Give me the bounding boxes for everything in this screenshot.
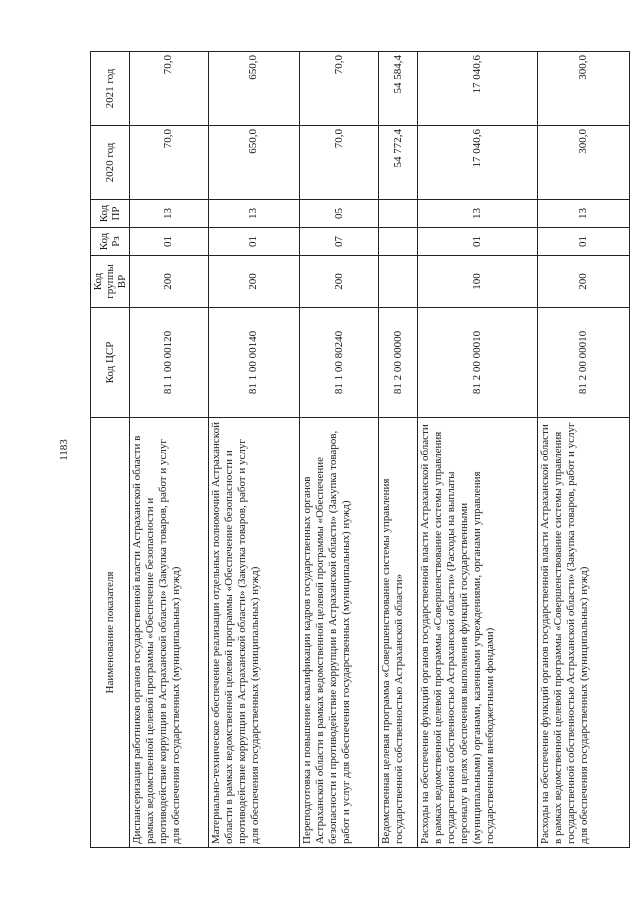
table-container <box>90 52 630 848</box>
row-2021: 70,0 <box>300 52 379 126</box>
row-rz <box>378 228 417 256</box>
row-pr: 05 <box>300 200 379 228</box>
header-name: Наименование показателя <box>91 418 130 848</box>
row-2020: 650,0 <box>208 126 300 200</box>
row-vr: 200 <box>300 256 379 308</box>
row-2021: 70,0 <box>130 52 209 126</box>
row-rz: 01 <box>208 228 300 256</box>
row-csr: 81 2 00 00010 <box>538 308 630 418</box>
row-2021: 650,0 <box>208 52 300 126</box>
page-number: 1183 <box>58 439 70 461</box>
row-pr: 13 <box>418 200 538 228</box>
row-csr: 81 1 00 00120 <box>130 308 209 418</box>
row-pr <box>378 200 417 228</box>
row-csr: 81 2 00 00000 <box>378 308 417 418</box>
header-pr: Код ПР <box>91 200 130 228</box>
row-csr: 81 2 00 00010 <box>418 308 538 418</box>
header-2021: 2021 год <box>91 52 130 126</box>
row-name: Расходы на обеспечение функций органов государственной власти Астраханской области в рамках ведомственной целевой программы «Совершенствование системы управления государственной собственностью Астраханской области» (Закупка товаров, работ и услуг для обеспечения государственных (муниципальных) нужд) <box>538 418 630 848</box>
table-row <box>300 52 379 848</box>
row-2021: 17 040,6 <box>418 52 538 126</box>
row-2020: 17 040,6 <box>418 126 538 200</box>
row-rz: 01 <box>538 228 630 256</box>
table-row <box>418 52 538 848</box>
header-rz: Код Рз <box>91 228 130 256</box>
row-2020: 70,0 <box>300 126 379 200</box>
row-2020: 70,0 <box>130 126 209 200</box>
table-row <box>538 52 630 848</box>
table-row <box>130 52 209 848</box>
row-pr: 13 <box>538 200 630 228</box>
row-vr: 200 <box>208 256 300 308</box>
row-2020: 54 772,4 <box>378 126 417 200</box>
row-rz: 01 <box>130 228 209 256</box>
header-csr: Код ЦСР <box>91 308 130 418</box>
budget-table <box>90 51 630 848</box>
header-group-vr: Код группы ВР <box>91 256 130 308</box>
row-rz: 01 <box>418 228 538 256</box>
row-2021: 54 584,4 <box>378 52 417 126</box>
header-row <box>91 52 130 848</box>
row-name: Материально-техническое обеспечение реализации отдельных полномочий Астраханской области в рамках ведомственной целевой программы «Обеспечение безопасности и противодействие коррупции в Астраханской области» (Закупка товаров, работ и услуг для обеспечения государственных (муниципальных) нужд) <box>208 418 300 848</box>
row-csr: 81 1 00 00140 <box>208 308 300 418</box>
row-vr: 200 <box>538 256 630 308</box>
row-pr: 13 <box>208 200 300 228</box>
row-name: Переподготовка и повышение квалификации кадров государственных органов Астраханской области в рамках ведомственной целевой программы «Обеспечение безопасности и противодействие коррупции в Астраханской области» (Закупка товаров, работ и услуг для обеспечения государственных (муниципальных) нужд) <box>300 418 379 848</box>
row-2021: 300,0 <box>538 52 630 126</box>
table-row <box>378 52 417 848</box>
row-vr: 100 <box>418 256 538 308</box>
header-2020: 2020 год <box>91 126 130 200</box>
row-vr: 200 <box>130 256 209 308</box>
row-csr: 81 1 00 80240 <box>300 308 379 418</box>
table-row <box>208 52 300 848</box>
row-rz: 07 <box>300 228 379 256</box>
row-name: Диспансеризация работников органов государственной власти Астраханской области в рамках ведомственной целевой программы «Обеспечение безопасности и противодействие коррупции в Астраханской области» (Закупка товаров, работ и услуг для обеспечения государственных (муниципальных) нужд) <box>130 418 209 848</box>
row-2020: 300,0 <box>538 126 630 200</box>
row-pr: 13 <box>130 200 209 228</box>
row-name: Ведомственная целевая программа «Совершенствование системы управления государственной собственностью Астраханской области» <box>378 418 417 848</box>
row-vr <box>378 256 417 308</box>
row-name: Расходы на обеспечение функций органов государственной власти Астраханской области в рамках ведомственной целевой программы «Совершенствование системы управления государственной собственностью Астраханской области» (Расходы на выплаты персоналу в целях обеспечения выполнения функций государственными (муниципальными) органами, казенными учреждениями, органами управления государственными внебюджетными фондами) <box>418 418 538 848</box>
rotated-table-frame <box>90 52 630 848</box>
